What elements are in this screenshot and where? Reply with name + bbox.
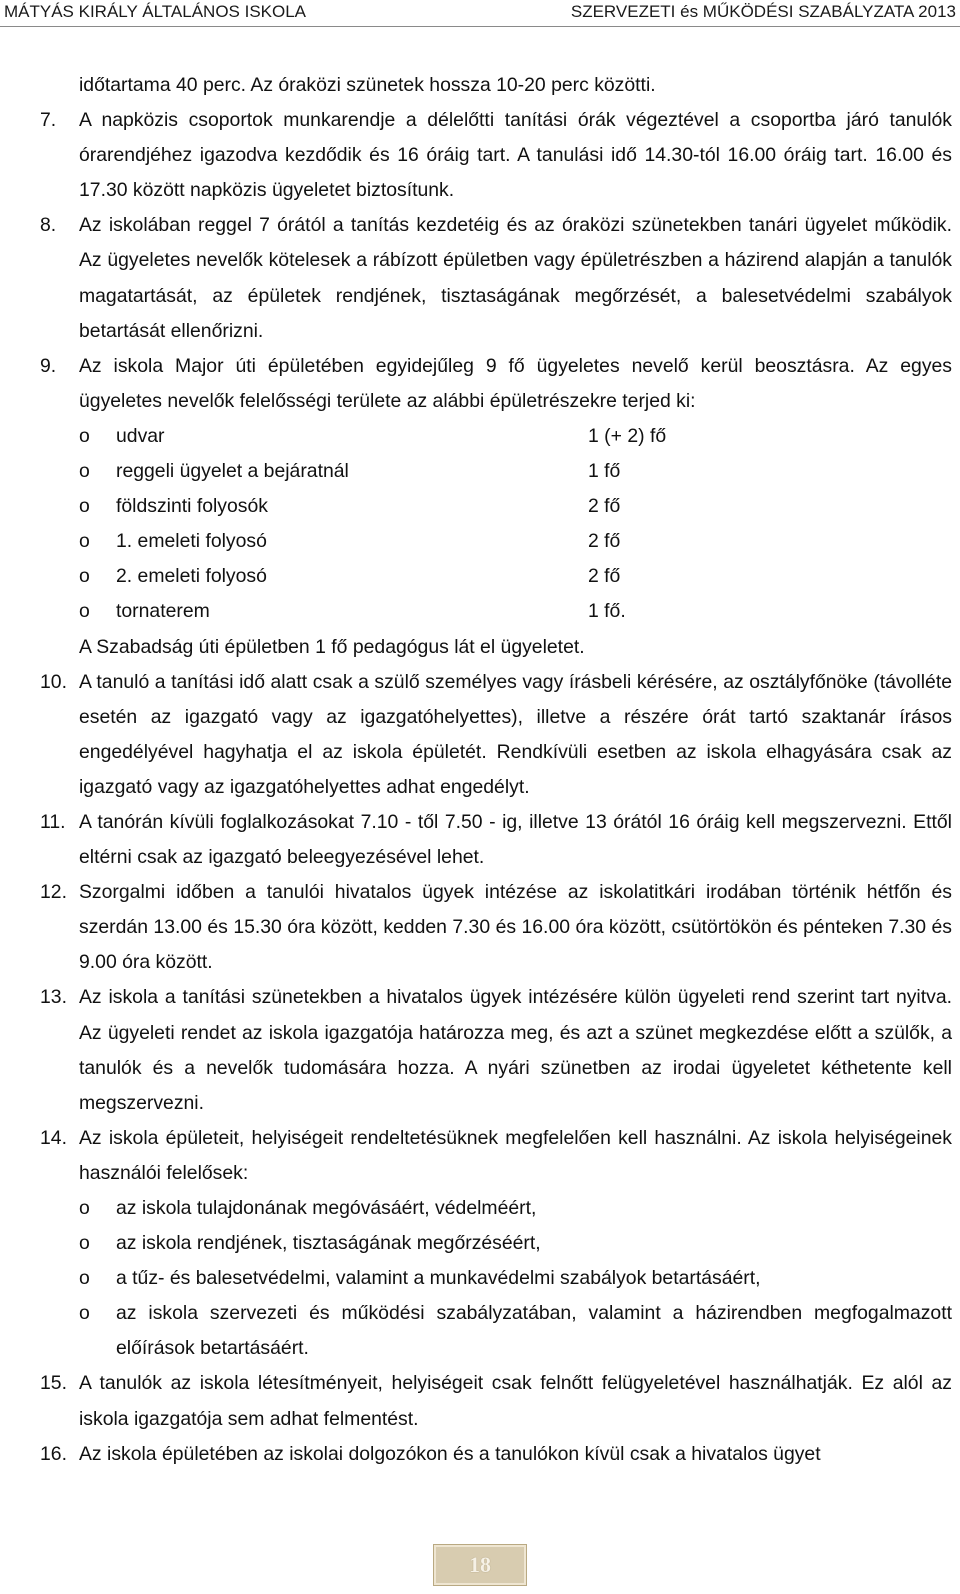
duty-row <box>79 454 952 489</box>
item-text: Szorgalmi időben a tanulói hivatalos ügyek intézése az iskolatitkári irodában történik hétfőn és szerdán 13.00 és 15.30 óra között, kedden 7.30 és 16.00 óra között, csütörtökön és pénteken 7.30 és 9.00 óra között. <box>79 881 952 974</box>
list-item <box>40 1437 952 1472</box>
szabadsag-line: A Szabadság úti épületben 1 fő pedagógus lát el ügyeletet. <box>79 635 585 658</box>
item-text: Az iskola épületében az iskolai dolgozókon és a tanulókon kívül csak a hivatalos ügyet <box>79 1442 821 1465</box>
bullet-marker: o <box>79 1267 90 1290</box>
document-title: SZERVEZETI és MŰKÖDÉSI SZABÁLYZATA 2013 <box>570 2 956 21</box>
item-number: 7. <box>40 109 57 132</box>
item-number: 11. <box>40 810 66 833</box>
list-item <box>40 980 952 1120</box>
responsibility-row <box>79 1226 952 1261</box>
item-number: 8. <box>40 214 57 237</box>
item-number: 13. <box>40 986 67 1009</box>
list-item <box>40 665 952 805</box>
bullet-marker: o <box>79 530 90 553</box>
item-number: 12. <box>40 881 67 904</box>
responsibility-text: a tűz- és balesetvédelmi, valamint a munkavédelmi szabályok betartásáért, <box>116 1267 761 1290</box>
list-item <box>40 1366 952 1436</box>
duty-row <box>79 524 952 559</box>
bullet-marker: o <box>79 1232 90 1255</box>
item-text: Az iskola a tanítási szünetekben a hivatalos ügyek intézésére külön ügyeleti rend szerint tart nyitva. Az ügyeleti rendet az iskola igazgatója határozza meg, és azt a szünet megkezdése előtt a szülők, a tanulók és a nevelők tudomására hozza. A nyári szünetben az irodai ügyeletet kéthetente kell megszervezni. <box>79 986 952 1114</box>
duty-count: 2 fő <box>588 530 621 553</box>
bullet-marker: o <box>79 495 90 518</box>
duty-count: 1 fő. <box>588 600 626 623</box>
duty-location: udvar <box>116 424 165 447</box>
item-text: Az iskolában reggel 7 órától a tanítás kezdetéig és az óraközi szünetekben tanári ügyelet működik. Az ügyeletes nevelők kötelesek a rábízott épületben vagy épületrészben a házirend alapján a tanulók magatartását, az épületek rendjének, tisztaságának megőrzését, a balesetvédelmi szabályok betartását ellenőrizni. <box>79 214 952 342</box>
bullet-marker: o <box>79 424 90 447</box>
bullet-marker: o <box>79 1197 90 1219</box>
item-number: 9. <box>40 354 57 377</box>
school-name: MÁTYÁS KIRÁLY ÁLTALÁNOS ISKOLA <box>4 2 307 21</box>
intro-text: időtartama 40 perc. Az óraközi szünetek hossza 10-20 perc közötti. <box>79 74 656 96</box>
responsibility-text: az iskola rendjének, tisztaságának megőrzéséért, <box>116 1232 541 1255</box>
bullet-marker: o <box>79 565 90 588</box>
item-text: A tanuló a tanítási idő alatt csak a szülő személyes vagy írásbeli kérésére, az osztályfőnöke (távolléte esetén az igazgató vagy az igazgatóhelyettes), illetve a részére órát tartó szaktanár írásos engedélyével hagyhatja el az iskola épületét. Rendkívüli esetben az iskola elhagyására csak az igazgató vagy az igazgatóhelyettes adhat engedélyt. <box>79 670 952 798</box>
item-text: Az iskola épületeit, helyiségeit rendeltetésüknek megfelelően kell használni. Az iskola helyiségeinek használói felelősek: <box>79 1126 952 1184</box>
list-item <box>40 875 952 980</box>
duty-location: tornaterem <box>116 600 210 623</box>
item-number: 15. <box>40 1372 67 1395</box>
duty-count: 2 fő <box>588 495 621 518</box>
duty-location: 2. emeleti folyosó <box>116 565 267 588</box>
responsibility-row <box>79 1191 952 1226</box>
item-number: 16. <box>40 1442 67 1465</box>
list-item <box>40 103 952 208</box>
duty-count: 2 fő <box>588 565 621 588</box>
duty-list <box>40 419 952 665</box>
responsibility-text: az iskola tulajdonának megóvásáért, védelméért, <box>116 1197 537 1219</box>
item-text: A napközis csoportok munkarendje a délelőtti tanítási órák végeztével a csoportba járó tanulók órarendjéhez igazodva kezdődik és 16 óráig tart. A tanulási idő 14.30-tól 16.00 óráig tart. 16.00 és 17.30 között napközis ügyeletet biztosítunk. <box>79 109 952 202</box>
duty-count: 1 (+ 2) fő <box>588 424 667 447</box>
bullet-marker: o <box>79 1302 90 1325</box>
duty-location: reggeli ügyelet a bejáratnál <box>116 460 349 483</box>
page-header <box>0 0 960 28</box>
item-text: Az iskola Major úti épületében egyidejűleg 9 fő ügyeletes nevelő kerül beosztásra. Az egyes ügyeletes nevelők felelősségi területe az alábbi épületrészekre terjed ki: <box>79 354 952 412</box>
responsibility-list <box>40 1191 952 1366</box>
bullet-marker: o <box>79 460 90 483</box>
item-text: A tanulók az iskola létesítményeit, helyiségeit csak felnőtt felügyeletével használhatják. Ez alól az iskola igazgatója sem adhat felmentést. <box>79 1372 952 1430</box>
document-body <box>40 68 952 1472</box>
item-number: 14. <box>40 1126 67 1149</box>
duty-location: földszinti folyosók <box>116 495 268 518</box>
duty-row <box>79 559 952 594</box>
list-item <box>40 1121 952 1191</box>
responsibility-row <box>79 1261 952 1296</box>
list-item <box>40 805 952 875</box>
header-rule <box>0 26 960 27</box>
responsibility-row <box>79 1296 952 1366</box>
duty-count: 1 fő <box>588 460 621 483</box>
page-number: 18 <box>433 1544 527 1586</box>
bullet-marker: o <box>79 600 90 623</box>
intro-paragraph <box>40 68 952 103</box>
list-item <box>40 349 952 419</box>
duty-location: 1. emeleti folyosó <box>116 530 267 553</box>
item-text: A tanórán kívüli foglalkozásokat 7.10 - től 7.50 - ig, illetve 13 órától 16 óráig kell megszervezni. Ettől eltérni csak az igazgató beleegyezésével lehet. <box>79 810 952 869</box>
responsibility-text: az iskola szervezeti és működési szabályzatában, valamint a házirendben megfogalmazott előírások betartásáért. <box>116 1302 952 1360</box>
item-number: 10. <box>40 670 67 693</box>
duty-row <box>79 489 952 524</box>
duty-row <box>79 594 952 629</box>
list-item <box>40 208 952 348</box>
duty-row <box>79 419 952 454</box>
